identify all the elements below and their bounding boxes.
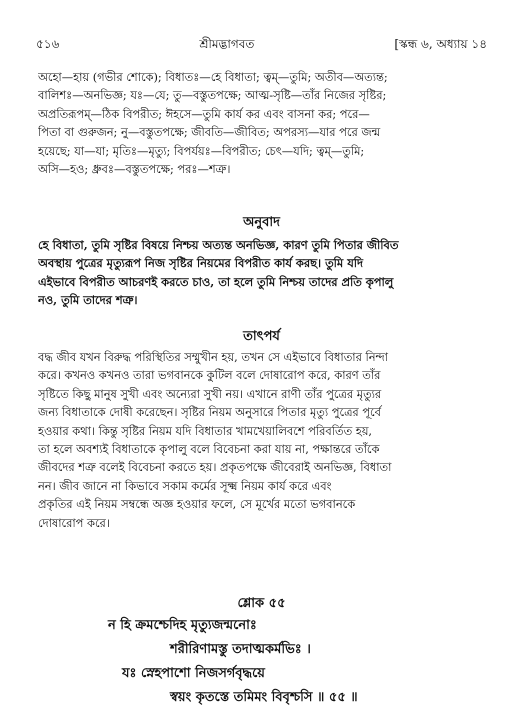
- purport-line: হওয়ার কথা। কিন্তু সৃষ্টির নিয়ম যদি বিধাতার খামখেয়ালিবশে পরিবর্তিত হয়,: [38, 423, 373, 438]
- purport-section: [38, 348, 485, 532]
- verse-heading: শ্লোক ৫৫: [237, 596, 286, 611]
- synonym-line: হয়েছে; যা—যা; মৃতিঃ—মৃত্যু; বিপর্যয়ঃ—বিপরীত; চেৎ—যদি; ত্বম্—তুমি;: [38, 143, 365, 158]
- synonym-line: অপ্রতিরূপম্—ঠিক বিপরীত; ঈহসে—তুমি কার্য কর এবং বাসনা কর; পরে—: [38, 106, 370, 121]
- translation-line: এইভাবে বিপরীত আচরণই করতে চাও, তা হলে তুমি নিশ্চয় তাদের প্রতি কৃপালু: [38, 274, 394, 289]
- purport-line: করে। কখনও কখনও তারা ভগবানকে কুটিল বলে দোষারোপ করে, কারণ তাঁর: [38, 368, 381, 383]
- purport-line: তা হলে অবশ্যই বিধাতাকে কৃপালু বলে বিবেচনা করা যায় না, পক্ষান্তরে তাঁকে: [38, 442, 380, 457]
- translation-heading: অনুবাদ: [243, 215, 280, 230]
- canto-chapter: [স্কন্ধ ৬, অধ্যায় ১৪: [394, 37, 487, 51]
- purport-line: নন। জীব জানে না কিভাবে সকাম কর্মের সূক্ষ্ম নিয়ম কার্য করে এবং: [38, 478, 332, 493]
- page-number: ৫১৬: [36, 37, 60, 51]
- synonym-line: অসি—হও; ধ্রুবঃ—বস্তুতপক্ষে; পরঃ—শত্রু।: [38, 162, 231, 177]
- book-title: শ্রীমদ্ভাগবত: [199, 37, 255, 51]
- translation-line: হে বিধাতা, তুমি সৃষ্টির বিষয়ে নিশ্চয় অত্যন্ত অনভিজ্ঞ, কারণ তুমি পিতার জীবিত: [38, 238, 399, 252]
- translation-line: নও, তুমি তাদের শত্রু।: [38, 293, 138, 308]
- synonym-line: বালিশঃ—অনভিজ্ঞ; যঃ—যে; তু—বস্তুতপক্ষে; আত্ম-সৃষ্টি—তাঁর নিজের সৃষ্টির;: [38, 88, 387, 103]
- purport-line: জীবদের শত্রু বলেই বিবেচনা করতে হয়। প্রকৃতপক্ষে জীবেরাই অনভিজ্ঞ, বিধাতা: [38, 460, 392, 475]
- purport-line: দোষারোপ করে।: [38, 515, 110, 530]
- purport-line: প্রকৃতির এই নিয়ম সম্বন্ধে অজ্ঞ হওয়ার ফলে, সে মূর্খের মতো ভগবানকে: [38, 497, 356, 512]
- translation-line: অবস্থায় পুত্রের মৃত্যুরূপ নিজ সৃষ্টির নিয়মের বিপরীত কার্য করছ। তুমি যদি: [38, 256, 363, 271]
- page-header: [36, 36, 487, 56]
- synonyms-section: [38, 68, 485, 178]
- purport-heading: তাৎপর্য: [243, 329, 280, 344]
- verse-line: যঃ স্নেহপাশো নিজসর্গবৃদ্ধয়ে: [122, 666, 265, 681]
- verse-line: শরীরিণামস্তু তদাত্মকর্মভিঃ ।: [170, 642, 311, 657]
- synonym-line: পিতা বা গুরুজন; নু—বস্তুতপক্ষে; জীবতি—জীবিত; অপরস্য—যার পরে জন্ম: [38, 125, 381, 140]
- purport-line: বদ্ধ জীব যখন বিরুদ্ধ পরিস্থিতির সম্মুখীন হয়, তখন সে এইভাবে বিধাতার নিন্দা: [38, 350, 388, 364]
- purport-line: সৃষ্টিতে কিছু মানুষ সুখী এবং অন্যেরা সুখী নয়। এখানে রাণী তাঁর পুত্রের মৃত্যুর: [38, 386, 382, 401]
- verse-line: স্বয়ং কৃতস্তে তমিমং বিবৃশ্চসি ॥ ৫৫ ॥: [170, 690, 358, 705]
- translation-section: [38, 236, 485, 310]
- verse-line: ন হি ক্রমশ্চেদিহ মৃত্যুজন্মনোঃ: [108, 618, 257, 633]
- synonym-line: অহো—হায় (গভীর শোকে); বিধাতঃ—হে বিধাতা; ত্বম্—তুমি; অতীব—অত্যন্ত;: [38, 70, 388, 84]
- purport-line: জন্য বিধাতাকে দোষী করেছেন। সৃষ্টির নিয়ম অনুসারে পিতার মৃত্যু পুত্রের পূর্বে: [38, 405, 381, 420]
